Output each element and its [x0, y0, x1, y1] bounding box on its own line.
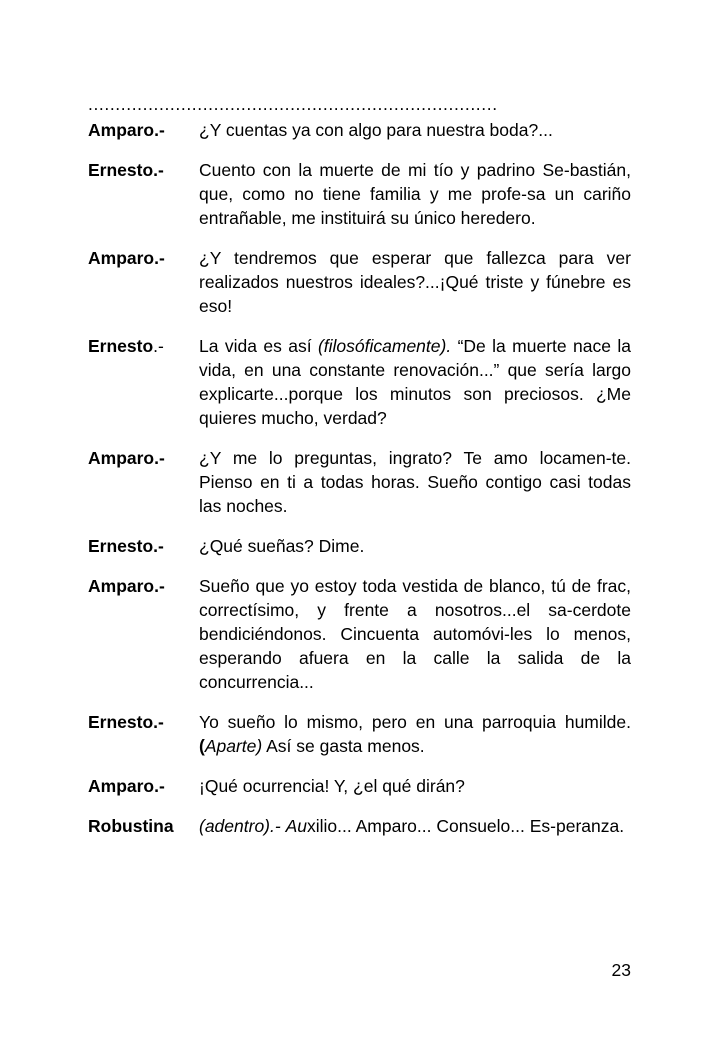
- stage-direction: (filosóficamente).: [317, 336, 452, 356]
- speaker-label: Ernesto.-: [88, 712, 164, 732]
- speech-segment: Yo sueño lo mismo, pero en una parroquia humilde.: [199, 712, 631, 732]
- speech-text: [199, 534, 631, 558]
- speech-segment: ¡Qué ocurrencia! Y, ¿el qué dirán?: [199, 776, 465, 796]
- dialogue-entry: [88, 814, 631, 838]
- speech-segment: ¿Y me lo preguntas, ingrato? Te amo locamen-te. Pienso en ti a todas horas. Sueño contigo casi todas las noches.: [199, 448, 631, 516]
- speech-segment: “De la muerte nace la vida, en una constante renovación...” que sería largo explicarte...porque los minutos son preciosos. ¿Me quieres mucho, verdad?: [199, 336, 631, 428]
- speaker-label: Ernesto.-: [88, 536, 164, 556]
- speech-text: [199, 334, 631, 430]
- dialogue-entry: [88, 334, 631, 430]
- speech-segment: ¿Y tendremos que esperar que fallezca para ver realizados nuestros ideales?...¡Qué triste y fúnebre es eso!: [199, 248, 631, 316]
- speaker-suffix: .-: [153, 336, 164, 356]
- speaker-label: Amparo.-: [88, 576, 165, 596]
- speech-text: [199, 574, 631, 694]
- speaker-name: [88, 246, 199, 318]
- dialogue-entry: [88, 574, 631, 694]
- speaker-label: Amparo.-: [88, 448, 165, 468]
- speech-segment: Así se gasta menos.: [262, 736, 425, 756]
- speech-segment: (: [199, 736, 205, 756]
- stage-direction: Au: [285, 816, 307, 836]
- dialogue: [88, 118, 631, 838]
- dialogue-entry: [88, 446, 631, 518]
- speech-text: [199, 158, 631, 230]
- speaker-name: [88, 774, 199, 798]
- speech-segment: Sueño que yo estoy toda vestida de blanco, tú de frac, correctísimo, y frente a nosotros...el sa-cerdote bendiciéndonos. Cincuenta automóvi-les lo menos, esperando afuera en la calle la salida de la concurrencia...: [199, 576, 631, 692]
- dialogue-entry: [88, 710, 631, 758]
- stage-direction: Aparte): [204, 736, 263, 756]
- document-page: [88, 94, 631, 854]
- speech-text: [199, 246, 631, 318]
- dialogue-entry: [88, 118, 631, 142]
- dialogue-entry: [88, 158, 631, 230]
- speaker-name: [88, 574, 199, 694]
- speaker-name: [88, 710, 199, 758]
- speaker-name: [88, 446, 199, 518]
- speaker-name: [88, 334, 199, 430]
- speech-segment: ¿Qué sueñas? Dime.: [199, 536, 365, 556]
- speaker-name: [88, 534, 199, 558]
- speaker-label: Amparo.-: [88, 776, 165, 796]
- dialogue-entry: [88, 246, 631, 318]
- stage-direction: (adentro).-: [199, 816, 281, 836]
- speech-segment: xilio... Amparo... Consuelo... Es-peranza.: [306, 816, 625, 836]
- speech-text: [199, 118, 631, 142]
- page-number: 23: [611, 960, 631, 980]
- speech-segment: La vida es así: [199, 336, 318, 356]
- speaker-label: Ernesto: [88, 336, 154, 356]
- speaker-name: [88, 814, 199, 838]
- speech-text: [199, 814, 631, 838]
- dialogue-entry: [88, 774, 631, 798]
- speaker-name: [88, 118, 199, 142]
- separator-dots: ...........................................................................: [88, 94, 498, 114]
- speech-text: [199, 710, 631, 758]
- speaker-label: Amparo.-: [88, 248, 165, 268]
- speech-text: [199, 446, 631, 518]
- dialogue-entry: [88, 534, 631, 558]
- speaker-label: Amparo.-: [88, 120, 165, 140]
- speech-segment: Cuento con la muerte de mi tío y padrino Se-bastián, que, como no tiene familia y me profe-sa un cariño entrañable, me instituirá su único heredero.: [199, 160, 631, 228]
- speaker-name: [88, 158, 199, 230]
- speaker-label: Ernesto.-: [88, 160, 164, 180]
- speaker-label: Robustina: [88, 816, 174, 836]
- speech-segment: ¿Y cuentas ya con algo para nuestra boda?...: [199, 120, 553, 140]
- speech-text: [199, 774, 631, 798]
